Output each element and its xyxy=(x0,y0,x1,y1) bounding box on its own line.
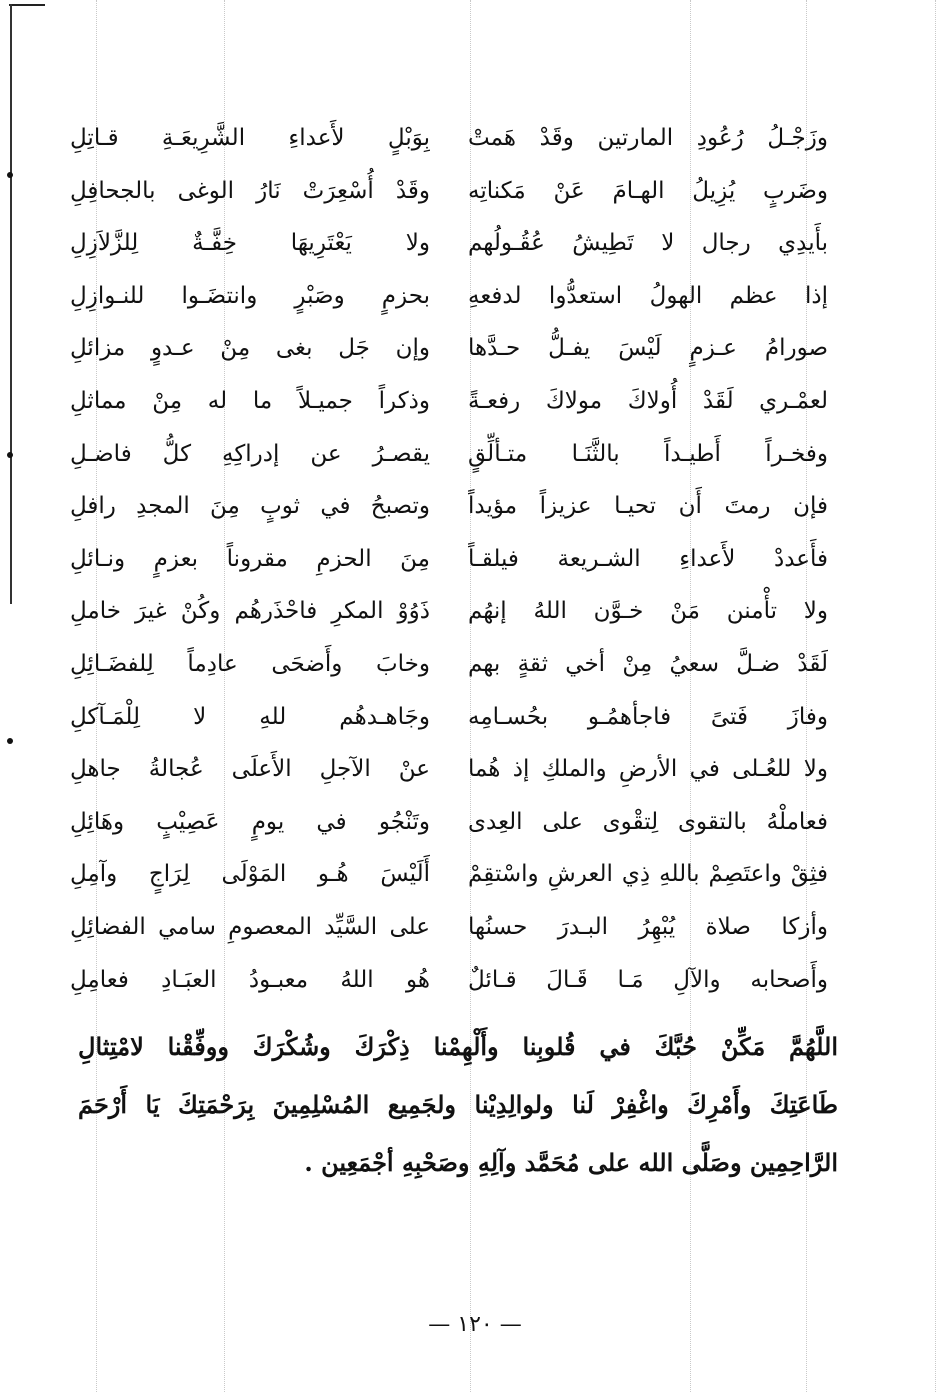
poem-verse: بحزمٍ وصَبْرٍ وانتضَـوا للنـوازِلِ xyxy=(70,282,430,309)
poem-verse: صورامُ عـزمٍ لَيْسَ يفـلُّ حـدَّها xyxy=(468,335,828,362)
poem-verse: هُو اللهُ معبـودُ العبَـادِ فعامِلِ xyxy=(70,966,430,993)
scan-dot xyxy=(7,738,13,744)
prayer-line: الرَّاحِمِين وصَلَّى الله على مُحَمَّد وآلِهِ وصَحْبِهِ أجْمَعِين . xyxy=(304,1148,838,1177)
poem-verse: وخابَ وأَضحَى عادِماً لِلفضَـائِلِ xyxy=(70,650,430,677)
poem-verse: ولا تأْمنن مَنْ خـوَّن اللهُ إنهُم xyxy=(468,598,828,625)
prayer-line: طَاعَتِكَ وأَمْرِكَ واغْفِرْ لَنا ولوالِدِيْنا ولجَمِيع المُسْلِمِينَ بِرَحْمَتِكَ يَا أَرْحَمَ xyxy=(78,1090,838,1119)
scan-corner-mark xyxy=(9,4,45,6)
scan-edge-line xyxy=(10,4,12,604)
poem-verse: وفازَ فَتىً فاجأهمُـو بحُسـامِه xyxy=(468,703,828,730)
poem-verse: ولا يَعْتَرِيهَا خِفَّـةٌ لِلزَّلاَزِلِ xyxy=(70,230,430,257)
poem-verse: عنْ الآجلِ الأَعلَى عُجالةُ جاهلِ xyxy=(70,756,430,783)
poem-second-hemistichs xyxy=(70,112,430,1006)
poem-verse: وذكراً جميـلاً ما له مِنْ مماثلِ xyxy=(70,387,430,414)
poem-verse: فثِقْ واعتَصِمْ باللهِ ذِي العرشِ واسْتقِمْ xyxy=(468,861,828,888)
poem-verse: لعمْـري لَقَدْ أُولاكَ مولاكَ رفعـةً xyxy=(468,387,828,414)
poem-verse: على السَّيِّد المعصومِ سامي الفضائِلِ xyxy=(70,913,430,940)
poem-verse: بأَيدِي رجال لا تَطِيشُ عُقُـولُهم xyxy=(468,230,828,257)
closing-prayer xyxy=(78,1018,838,1192)
page-number: — ١٢٠ — xyxy=(428,1312,522,1337)
poem-verse: وتَنْجُو في يومٍ عَصِيْبٍ وهَائِلِ xyxy=(70,808,430,835)
prayer-line: اللَّهُمَّ مَكِّنْ حُبَّكَ في قُلوبِنا وأَلْهِمْنا ذِكْرَكَ وشُكْرَكَ ووفِّقْنا لامْتِثالِ xyxy=(78,1032,838,1061)
poem-verse: فعاملْهُ بالتقوى لِتقْوى على العِدى xyxy=(468,808,828,835)
scan-dot xyxy=(7,172,13,178)
poem-verse: وجَاهـدهُم للهِ لا لِلْمَـآكلِ xyxy=(70,703,430,730)
poem-verse: إذا عظم الهولُ استعدُّوا لدفعهِ xyxy=(468,282,828,309)
poem-verse: يقصـرُ عن إدراكِهِ كلُّ فاضـلِ xyxy=(70,440,430,467)
poem-verse: وقَدْ أُسْعِرَتْ نَارُ الوغى بالجحافِلِ xyxy=(70,177,430,204)
poem-verse: فإن رمتَ أَن تحيـا عزيزاً مؤيداً xyxy=(468,493,828,520)
poem-verse: وضَربٍ يُزِيلُ الهـامَ عَنْ مَكناتِه xyxy=(468,177,828,204)
poem-verse: ذَوُوْ المكرِ فاحْذَرهُم وكُنْ غيرَ خاملِ xyxy=(70,598,430,625)
poem-verse: مِنَ الحزمِ مقروناً بعزمٍ ونـائلِ xyxy=(70,545,430,572)
poem-verse: أَلَيْسَ هُـو المَوْلَى لِرَاجٍ وآمِلِ xyxy=(70,861,430,888)
poem-verse: فأَعددْ لأَعداءِ الشـريعة فيلقـاً xyxy=(468,545,828,572)
scan-dot xyxy=(7,452,13,458)
scan-guide-line xyxy=(935,0,936,1392)
poem-first-hemistichs xyxy=(468,112,828,1006)
poem-verse: لَقَدْ ضـلَّ سعيُ مِنْ أخي ثقةٍ بهم xyxy=(468,650,828,677)
poem-verse: وتصبحُ في ثوبٍ مِنَ المجدِ رافلِ xyxy=(70,493,430,520)
poem-verse: وفخـراً أَطيـداً بالثَّنَـا متـألِّقٍ xyxy=(468,440,828,467)
poem-verse: وإن جَل بغى مِنْ عـدوٍ مزائلِ xyxy=(70,335,430,362)
poem-verse: وزَجْـلُ رُعُودِ المارتين وقَدْ هَمتْ xyxy=(468,125,828,151)
poem-verse: بِوَبْلٍ لأَعداءِ الشَّرِيعَـةِ قـاتِلِ xyxy=(70,125,430,151)
poem-verse: وأَصحابه والآلِ مَـا قَـالَ قـائلٌ xyxy=(468,966,828,993)
poem-verse: وأزكا صلاة يُبْهِرُ البـدرَ حسنُها xyxy=(468,913,828,940)
poem-verse: ولا للعُـلى في الأرضِ والملكِ إذ هُما xyxy=(468,756,828,783)
